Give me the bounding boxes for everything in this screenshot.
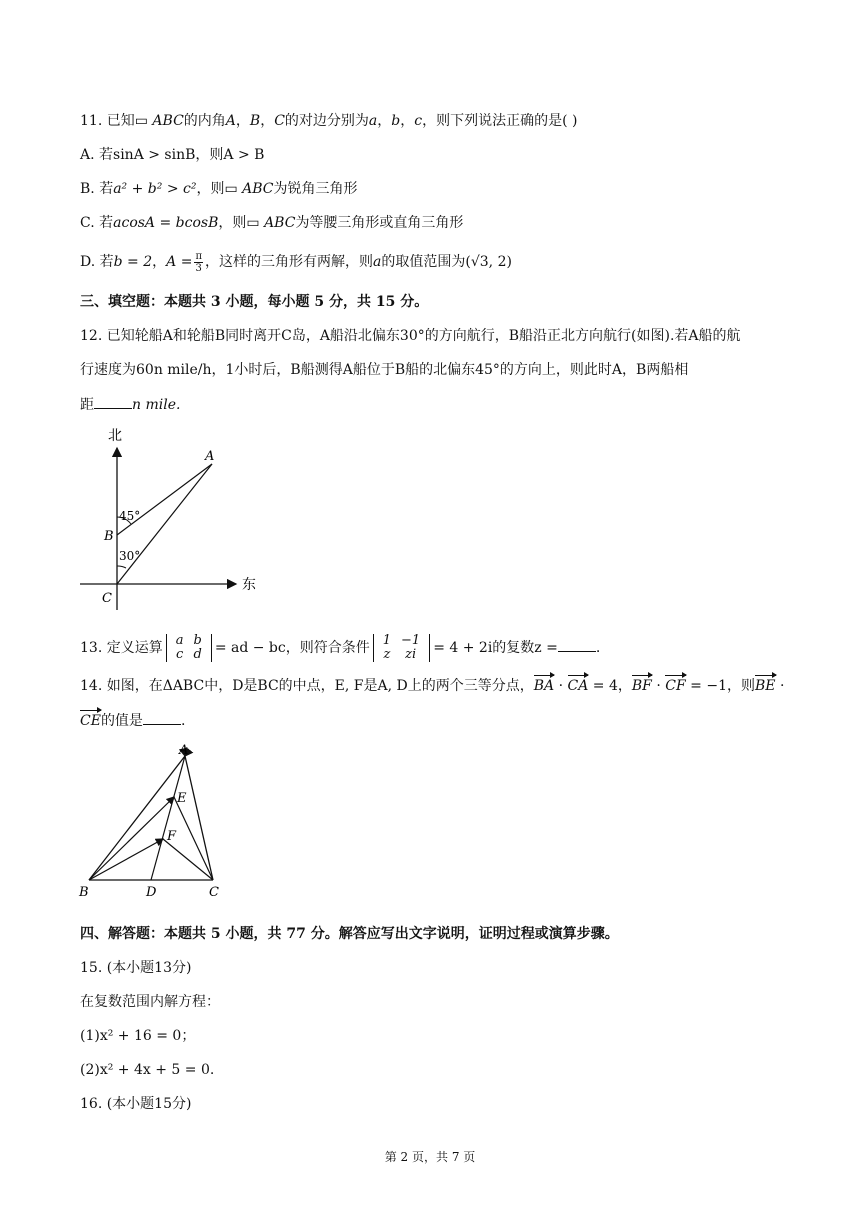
page-footer: 第 2 页，共 7 页 xyxy=(384,1150,476,1164)
point-C-label: C xyxy=(102,591,112,606)
east-label: 东 xyxy=(242,577,256,593)
angle-30-label: 30° xyxy=(119,549,141,563)
q15-part-2: (2)x² + 4x + 5 = 0. xyxy=(80,1062,215,1078)
point-C-label: C xyxy=(209,885,219,900)
determinant-condition: 1 −1 z zi xyxy=(373,634,430,662)
q11-option-b: B. 若a² + b² > c²，则▭ ABC为锐角三角形 xyxy=(80,181,358,197)
line-CE xyxy=(174,797,213,880)
q11-option-c: C. 若acosA = bcosB，则▭ ABC为等腰三角形或直角三角形 xyxy=(80,215,464,231)
q14-line-1: 14. 如图，在ΔABC中，D是BC的中点，E, F是A, D上的两个三等分点，BA · CA = 4，BF · CF = −1，则BE · xyxy=(80,678,785,694)
angle-45-label: 45° xyxy=(119,509,141,523)
q12-line-2: 行速度为60n mile/h，1小时后，B船测得A船位于B船的北偏东45°的方向上，则此时A，B两船相 xyxy=(80,362,689,378)
point-E-label: E xyxy=(177,791,187,806)
line-BF xyxy=(89,839,163,880)
triangle-icon: ▭ xyxy=(134,113,153,129)
q12-line-1: 12. 已知轮船A和轮船B同时离开C岛，A船沿北偏东30°的方向航行，B船沿正北方向航行(如图).若A船的航 xyxy=(80,328,741,344)
triangle-icon: ▭ xyxy=(246,215,265,231)
triangle-icon: ▭ xyxy=(224,181,243,197)
angle-arc-30 xyxy=(117,566,126,568)
q11-stem: 11. 已知▭ ABC的内角A，B，C的对边分别为a，b，c，则下列说法正确的是( ) xyxy=(80,113,578,129)
q11-option-d: D. 若b = 2，A = $\frac{\pi}{3}$ ，这样的三角形有两解，则a的取值范围为(√3, 2) xyxy=(80,250,512,274)
answer-blank xyxy=(94,394,132,409)
point-B-label: B xyxy=(104,529,114,544)
answer-blank xyxy=(143,710,181,725)
q11-option-a: A. 若sinA > sinB，则A > B xyxy=(80,147,265,163)
fraction: $\frac{\pi}{3}$ xyxy=(195,250,203,274)
section-4-heading: 四、解答题：本题共 5 小题，共 77 分。解答应写出文字说明，证明过程或演算步骤。 xyxy=(80,926,619,942)
point-A-label: A xyxy=(179,744,189,758)
q15-part-1: (1)x² + 16 = 0； xyxy=(80,1028,196,1044)
answer-blank xyxy=(558,637,596,652)
line-BE xyxy=(89,797,174,880)
point-F-label: F xyxy=(167,829,177,844)
median-AD xyxy=(151,756,185,880)
q12-figure xyxy=(70,420,270,615)
point-A-label: A xyxy=(205,449,215,464)
q14-line-2: CE的值是 . xyxy=(80,710,185,731)
determinant-abcd: a b c d xyxy=(166,634,212,662)
q16-title: 16. (本小题15分) xyxy=(80,1096,192,1112)
side-AB xyxy=(89,756,185,880)
north-label: 北 xyxy=(108,428,122,444)
q15-intro: 在复数范围内解方程： xyxy=(80,994,220,1010)
q12-line-3: 距 n mile. xyxy=(80,394,180,415)
point-B-label: B xyxy=(79,885,89,900)
q14-figure xyxy=(75,744,235,904)
q15-title: 15. (本小题13分) xyxy=(80,960,192,976)
q13-line: 13. 定义运算 a b c d = ad − bc，则符合条件 1 −1 z zi = 4 + 2i的复数z = . xyxy=(80,633,601,662)
point-D-label: D xyxy=(146,885,157,900)
side-AC xyxy=(185,756,213,880)
section-3-heading: 三、填空题：本题共 3 小题，每小题 5 分，共 15 分。 xyxy=(80,294,429,310)
